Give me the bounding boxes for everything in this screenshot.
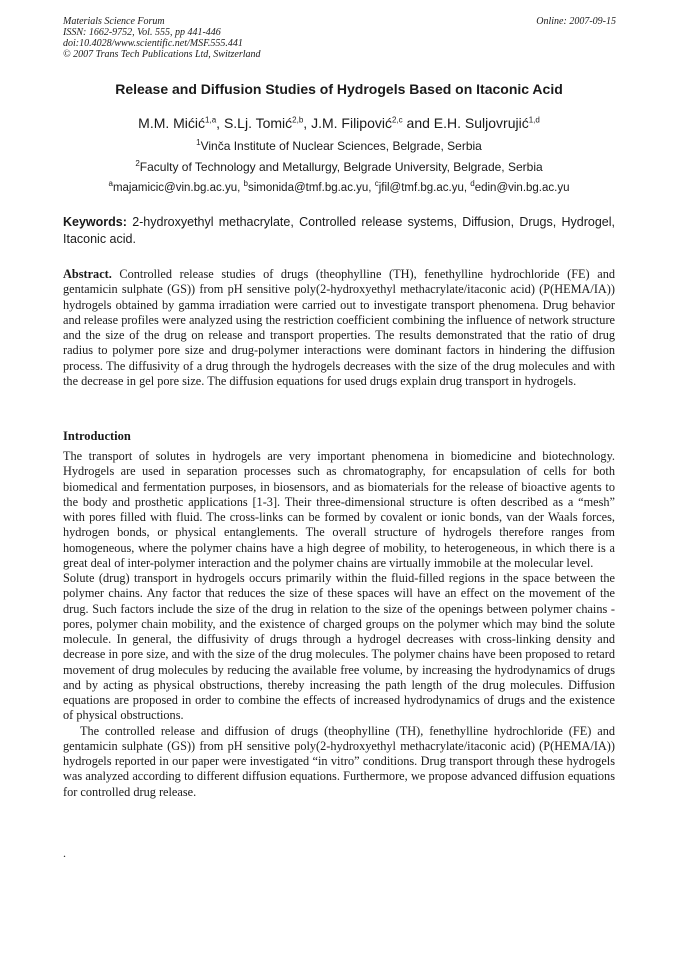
affiliation-text: Faculty of Technology and Metallurgy, Belgrade University, Belgrade, Serbia: [139, 160, 543, 174]
author-name: S.Lj. Tomić: [223, 115, 293, 131]
author: [138, 115, 224, 131]
journal-name: Materials Science Forum: [63, 16, 165, 27]
abstract: [63, 267, 615, 389]
affiliation-2: [40, 160, 638, 174]
author-sup: 1,d: [528, 115, 540, 125]
author-sup: 2,c: [391, 115, 403, 125]
email-sup: b: [243, 179, 248, 189]
email: edin@vin.bg.ac.yu: [474, 182, 570, 194]
paragraph: Solute (drug) transport in hydrogels occurs primarily within the fluid-filled regions in the space between the polymer chains. Any factor that reduces the size of these spaces will have an effect on the movement of the drug. Such factors include the size of the drug in relation to the size of the openings between polymer chains - pores, polymer chain mobility, and the existence of charged groups on the polymer which may bind the solute molecule. In general, the diffusivity of drugs through a hydrogel decreases with cross-linking density and decrease in pore size, and with the size of the drug molecules. The polymer chains have been proposed to retard movement of drug molecules by reducing the available free volume, by increasing the hydrodynamics of drugs and by acting as physical obstructions, thereby increasing the path length of the drug molecules. Diffusion equations are proposed in order to combine the effects of increased hydrodynamics of drugs and the existence of physical obstructions.: [63, 571, 615, 723]
keywords-label: Keywords:: [63, 215, 127, 229]
affiliation-text: Vinča Institute of Nuclear Sciences, Belgrade, Serbia: [200, 139, 482, 153]
paragraph: The transport of solutes in hydrogels are very important phenomena in biomedicine and biotechnology. Hydrogels are used in separation processes such as chromatography, for encapsulation of cells for both biomedical and fermentation purposes, in biosensors, and as biomaterials for the release of bioactive agents to the body and prosthetic applications [1-3]. Their three-dimensional structure is often described as a “mesh” with pores filled with fluid. The cross-links can be formed by covalent or ionic bonds, van der Waals forces, hydrogen bonds, or physical entanglements. The overall structure of hydrogels therefore ranges from homogeneous, where the polymer chains have a high degree of mobility, to heterogeneous, in which there is a great deal of inter-polymer interaction and the polymer chains are virtually immobile at the molecular level.: [63, 449, 615, 570]
email-sup: c: [374, 179, 379, 189]
online-date: Online: 2007-09-15: [536, 16, 616, 27]
doi: doi:10.4028/www.scientific.net/MSF.555.441: [63, 38, 243, 49]
author: [224, 115, 311, 131]
affiliation-sup: 2: [135, 159, 140, 168]
author-sup: 2,b: [292, 115, 304, 125]
section-heading-introduction: Introduction: [63, 429, 131, 443]
keywords-text: 2-hydroxyethyl methacrylate, Controlled release systems, Diffusion, Drugs, Hydrogel, Itaconic acid.: [63, 215, 615, 246]
author-sup: 1,a: [205, 115, 217, 125]
author-name: J.M. Filipović: [311, 115, 392, 131]
issn: ISSN: 1662-9752, Vol. 555, pp 441-446: [63, 27, 221, 38]
trailing-period: .: [63, 846, 66, 860]
email: simonida@tmf.bg.ac.yu,: [247, 182, 375, 194]
abstract-label: Abstract.: [63, 267, 112, 281]
author-sep: ,: [303, 115, 312, 131]
keywords: [63, 214, 615, 248]
author-list: [40, 114, 638, 132]
author-name: M.M. Mićić: [138, 115, 206, 131]
email-sup: a: [108, 179, 113, 189]
paragraph: The controlled release and diffusion of drugs (theophylline (TH), fenethylline hydrochloride (FE) and gentamicin sulphate (GS)) from pH sensitive poly(2-hydroxyethyl methacrylate/itaconic acid) (P(HEMA/IA)) hydrogels reported in our paper were investigated “in vitro” conditions. Drug transport through these hydrogels was analyzed according to different diffusion equations. Furthermore, we propose advanced diffusion equations for controlled drug release.: [63, 723, 615, 799]
introduction-body: [63, 449, 615, 800]
paper-title: Release and Diffusion Studies of Hydrogels Based on Itaconic Acid: [115, 81, 563, 97]
journal-meta: [63, 16, 261, 60]
email-list: [40, 181, 638, 195]
author-sep: ,: [216, 115, 224, 131]
author: [311, 115, 434, 131]
author-name: E.H. Suljovrujić: [433, 115, 529, 131]
email: jfil@tmf.bg.ac.yu,: [378, 182, 471, 194]
author-sep: and: [402, 115, 434, 131]
email-sup: d: [470, 179, 475, 189]
affiliation-sup: 1: [196, 138, 201, 147]
abstract-text: Controlled release studies of drugs (theophylline (TH), fenethylline hydrochloride (FE) and gentamicin sulphate (GS)) from pH sensitive poly(2-hydroxyethyl methacrylate/itaconic acid) (P(HEMA/IA)) hydrogels obtained by gamma irradiation were carried out to investigate transport phenomena. Drug behavior and release profiles were analyzed using the restriction coefficient combining the influence of network structure and the size of the drug on release and transport properties. The results demonstrated that the ratio of drug radius to polymer pore size and drug-polymer interactions were dominant factors in hindering the diffusion process. The diffusivity of a drug through the hydrogels decreases with the size of the drug molecules and with the decrease in gel pore size. The diffusion equations for used drugs explain drug transport in hydrogels.: [63, 267, 615, 388]
email: majamicic@vin.bg.ac.yu,: [112, 182, 244, 194]
author: [434, 115, 540, 131]
affiliation-1: [40, 139, 638, 153]
copyright: © 2007 Trans Tech Publications Ltd, Switzerland: [63, 49, 261, 60]
